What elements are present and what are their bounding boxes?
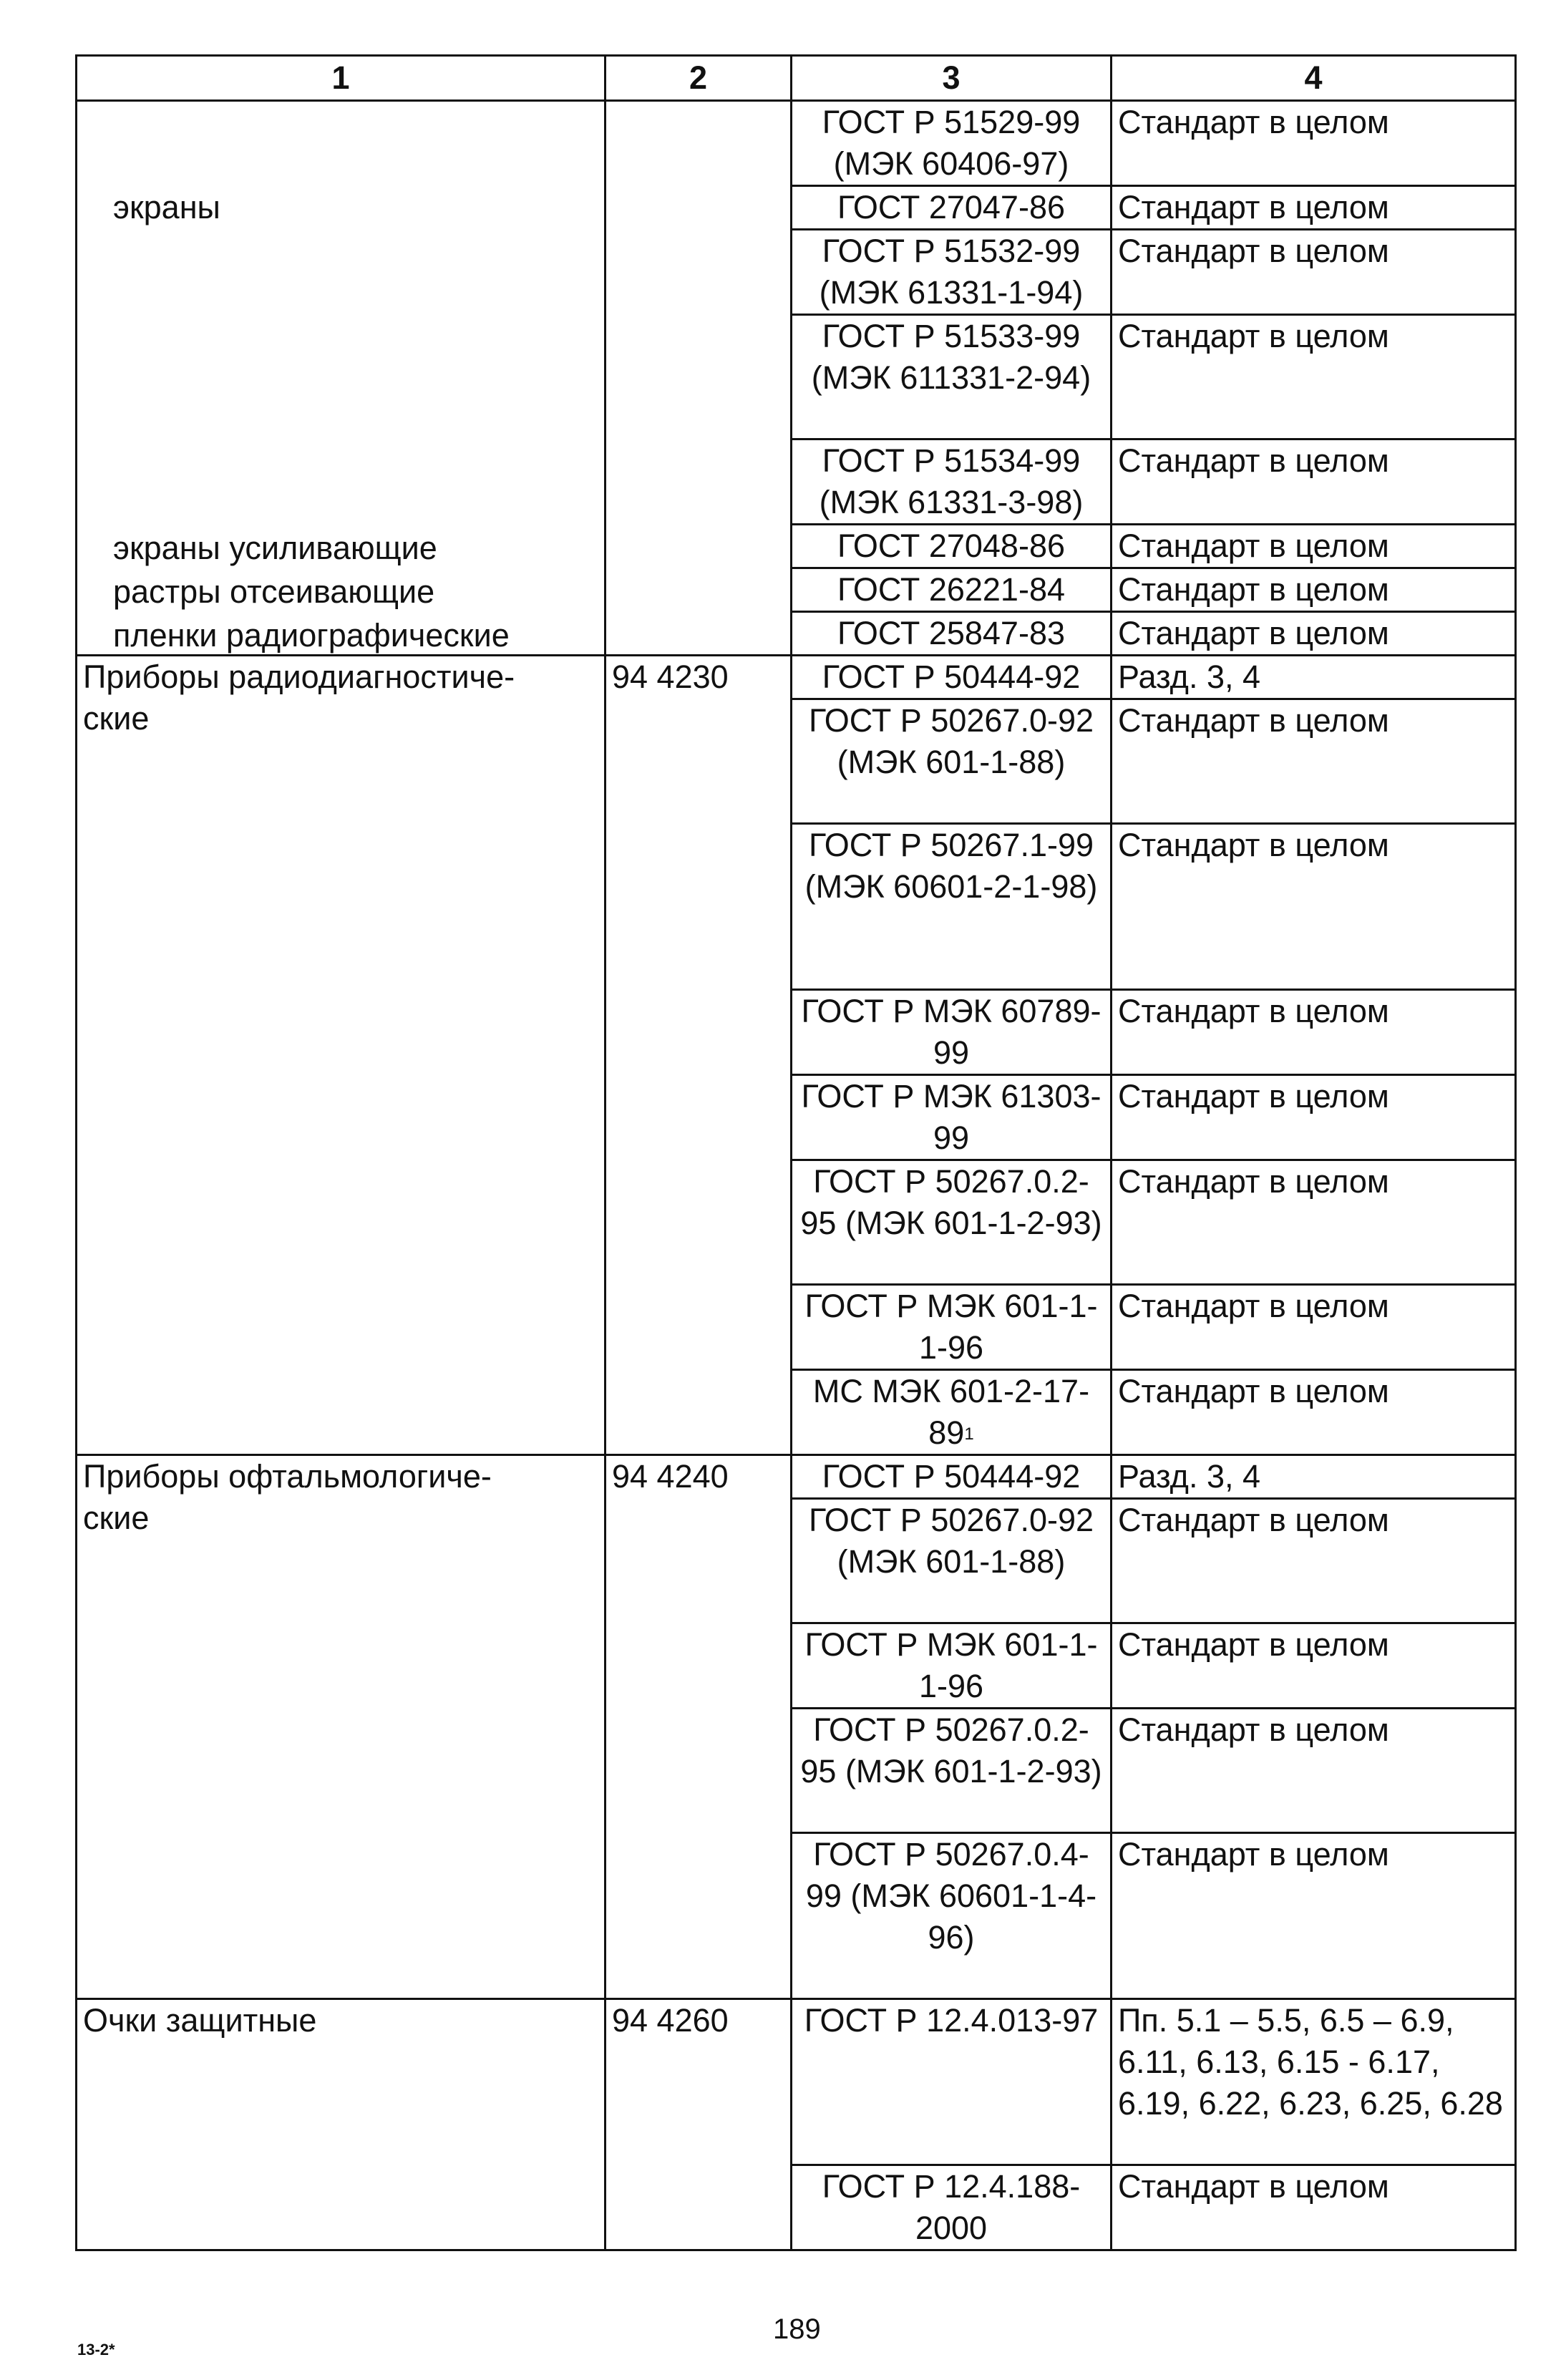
- standard-designation: ГОСТ Р 12.4.013-97: [804, 2002, 1099, 2039]
- standard-designation: МС МЭК 601-2-17-89: [812, 1373, 1090, 1451]
- product-code-cell: 94 4230: [606, 656, 792, 1455]
- standards-table: [75, 54, 1517, 2251]
- standard-cell: [792, 230, 1112, 315]
- scope-cell: Стандарт в целом: [1112, 824, 1516, 990]
- scope-cell: Стандарт в целом: [1112, 1160, 1516, 1285]
- scope-cell: Стандарт в целом: [1112, 1075, 1516, 1160]
- standard-cell: [792, 990, 1112, 1075]
- column-header-2: 2: [606, 56, 792, 101]
- standard-cell: [792, 824, 1112, 990]
- standard-cell: [792, 1160, 1112, 1285]
- standard-cell: [792, 1075, 1112, 1160]
- footnote-mark: 1: [964, 1424, 974, 1444]
- scope-cell: Стандарт в целом: [1112, 699, 1516, 824]
- scope-cell: Стандарт в целом: [1112, 1285, 1516, 1370]
- standard-cell: [792, 101, 1112, 186]
- standard-cell: [792, 1455, 1112, 1499]
- standard-cell: [792, 1499, 1112, 1623]
- product-name-line: Очки защитные: [83, 2002, 317, 2039]
- product-name-cell: [77, 1455, 606, 1999]
- product-name-cell: [77, 656, 606, 1455]
- standard-designation: ГОСТ Р 50444-92: [822, 1458, 1081, 1495]
- table-row: [77, 1999, 1516, 2165]
- standard-designation: ГОСТ Р 12.4.188-2000: [822, 2168, 1081, 2246]
- scope-cell: Стандарт в целом: [1112, 101, 1516, 186]
- standard-designation: ГОСТ Р 50267.0.2-95 (МЭК 601-1-2-93): [800, 1711, 1102, 1789]
- scope-cell: Разд. 3, 4: [1112, 656, 1516, 699]
- standard-designation: ГОСТ Р МЭК 601-1-1-96: [804, 1288, 1098, 1366]
- page-number: 189: [773, 2313, 821, 2345]
- scope-cell: Стандарт в целом: [1112, 2165, 1516, 2250]
- product-code-cell: [606, 101, 792, 656]
- scope-cell: Пп. 5.1 – 5.5, 6.5 – 6.9, 6.11, 6.13, 6.15 - 6.17, 6.19, 6.22, 6.23, 6.25, 6.28: [1112, 1999, 1516, 2165]
- product-sublabel: экраны: [113, 189, 220, 225]
- product-name-line: ские: [83, 1500, 150, 1536]
- standard-cell: [792, 315, 1112, 439]
- scope-cell: Стандарт в целом: [1112, 186, 1516, 230]
- standard-designation: ГОСТ Р 50267.0-92 (МЭК 601-1-88): [808, 702, 1094, 780]
- standard-cell: [792, 699, 1112, 824]
- standard-cell: [792, 1623, 1112, 1709]
- standard-designation: ГОСТ Р МЭК 60789-99: [801, 993, 1102, 1071]
- scope-cell: Стандарт в целом: [1112, 990, 1516, 1075]
- scope-cell: Стандарт в целом: [1112, 568, 1516, 612]
- standard-cell: [792, 1999, 1112, 2165]
- product-name-cell: [77, 101, 606, 656]
- scope-cell: Стандарт в целом: [1112, 230, 1516, 315]
- standard-cell: [792, 612, 1112, 656]
- standard-designation: ГОСТ Р 51533-99 (МЭК 611331-2-94): [811, 318, 1091, 396]
- scope-cell: Стандарт в целом: [1112, 525, 1516, 568]
- header-row: [77, 56, 1516, 101]
- standard-cell: [792, 2165, 1112, 2250]
- product-code-cell: 94 4260: [606, 1999, 792, 2250]
- scope-cell: Стандарт в целом: [1112, 1370, 1516, 1455]
- standard-designation: ГОСТ 26221-84: [837, 571, 1065, 608]
- product-name-line: Приборы офтальмологиче-: [83, 1458, 492, 1495]
- product-name-cell: [77, 1999, 606, 2250]
- scope-cell: Стандарт в целом: [1112, 1499, 1516, 1623]
- standard-cell: [792, 656, 1112, 699]
- standard-cell: [792, 186, 1112, 230]
- standard-cell: [792, 439, 1112, 525]
- product-name-line: ские: [83, 700, 150, 737]
- standard-designation: ГОСТ Р 51529-99 (МЭК 60406-97): [822, 104, 1081, 182]
- standard-designation: ГОСТ Р 50267.0.4-99 (МЭК 60601-1-4-96): [805, 1836, 1097, 1956]
- table-body: [77, 101, 1516, 2250]
- scope-cell: Стандарт в целом: [1112, 1623, 1516, 1709]
- standard-cell: [792, 1370, 1112, 1455]
- standard-cell: [792, 568, 1112, 612]
- product-code-cell: 94 4240: [606, 1455, 792, 1999]
- product-sublabel: растры отсеивающие: [113, 573, 435, 610]
- column-header-3: 3: [792, 56, 1112, 101]
- signature-mark: 13-2*: [77, 2341, 115, 2359]
- standard-designation: ГОСТ Р 50267.0.2-95 (МЭК 601-1-2-93): [800, 1163, 1102, 1241]
- product-name-line: Приборы радиодиагностиче-: [83, 659, 515, 695]
- scope-cell: Разд. 3, 4: [1112, 1455, 1516, 1499]
- standard-designation: ГОСТ Р 50444-92: [822, 659, 1081, 695]
- table-row: [77, 656, 1516, 699]
- standard-designation: ГОСТ 27048-86: [837, 528, 1065, 564]
- standard-designation: ГОСТ Р 50267.0-92 (МЭК 601-1-88): [808, 1502, 1094, 1580]
- table-row: [77, 1455, 1516, 1499]
- scope-cell: Стандарт в целом: [1112, 439, 1516, 525]
- standard-designation: ГОСТ Р 51534-99 (МЭК 61331-3-98): [819, 442, 1084, 520]
- standard-designation: ГОСТ 25847-83: [837, 615, 1065, 651]
- product-sublabel: пленки радиографические: [113, 617, 510, 654]
- scope-cell: Стандарт в целом: [1112, 1833, 1516, 1999]
- scope-cell: Стандарт в целом: [1112, 315, 1516, 439]
- standard-designation: ГОСТ Р 50267.1-99 (МЭК 60601-2-1-98): [804, 827, 1098, 905]
- standard-cell: [792, 1833, 1112, 1999]
- scope-cell: Стандарт в целом: [1112, 1709, 1516, 1833]
- column-header-4: 4: [1112, 56, 1516, 101]
- standard-designation: ГОСТ 27047-86: [837, 189, 1065, 225]
- column-header-1: 1: [77, 56, 606, 101]
- standard-cell: [792, 525, 1112, 568]
- table-row: [77, 101, 1516, 186]
- standard-designation: ГОСТ Р 51532-99 (МЭК 61331-1-94): [819, 233, 1084, 311]
- product-sublabel: экраны усиливающие: [113, 530, 437, 566]
- scope-cell: Стандарт в целом: [1112, 612, 1516, 656]
- standard-cell: [792, 1285, 1112, 1370]
- standard-designation: ГОСТ Р МЭК 601-1-1-96: [804, 1626, 1098, 1704]
- standard-designation: ГОСТ Р МЭК 61303-99: [801, 1078, 1102, 1156]
- standard-cell: [792, 1709, 1112, 1833]
